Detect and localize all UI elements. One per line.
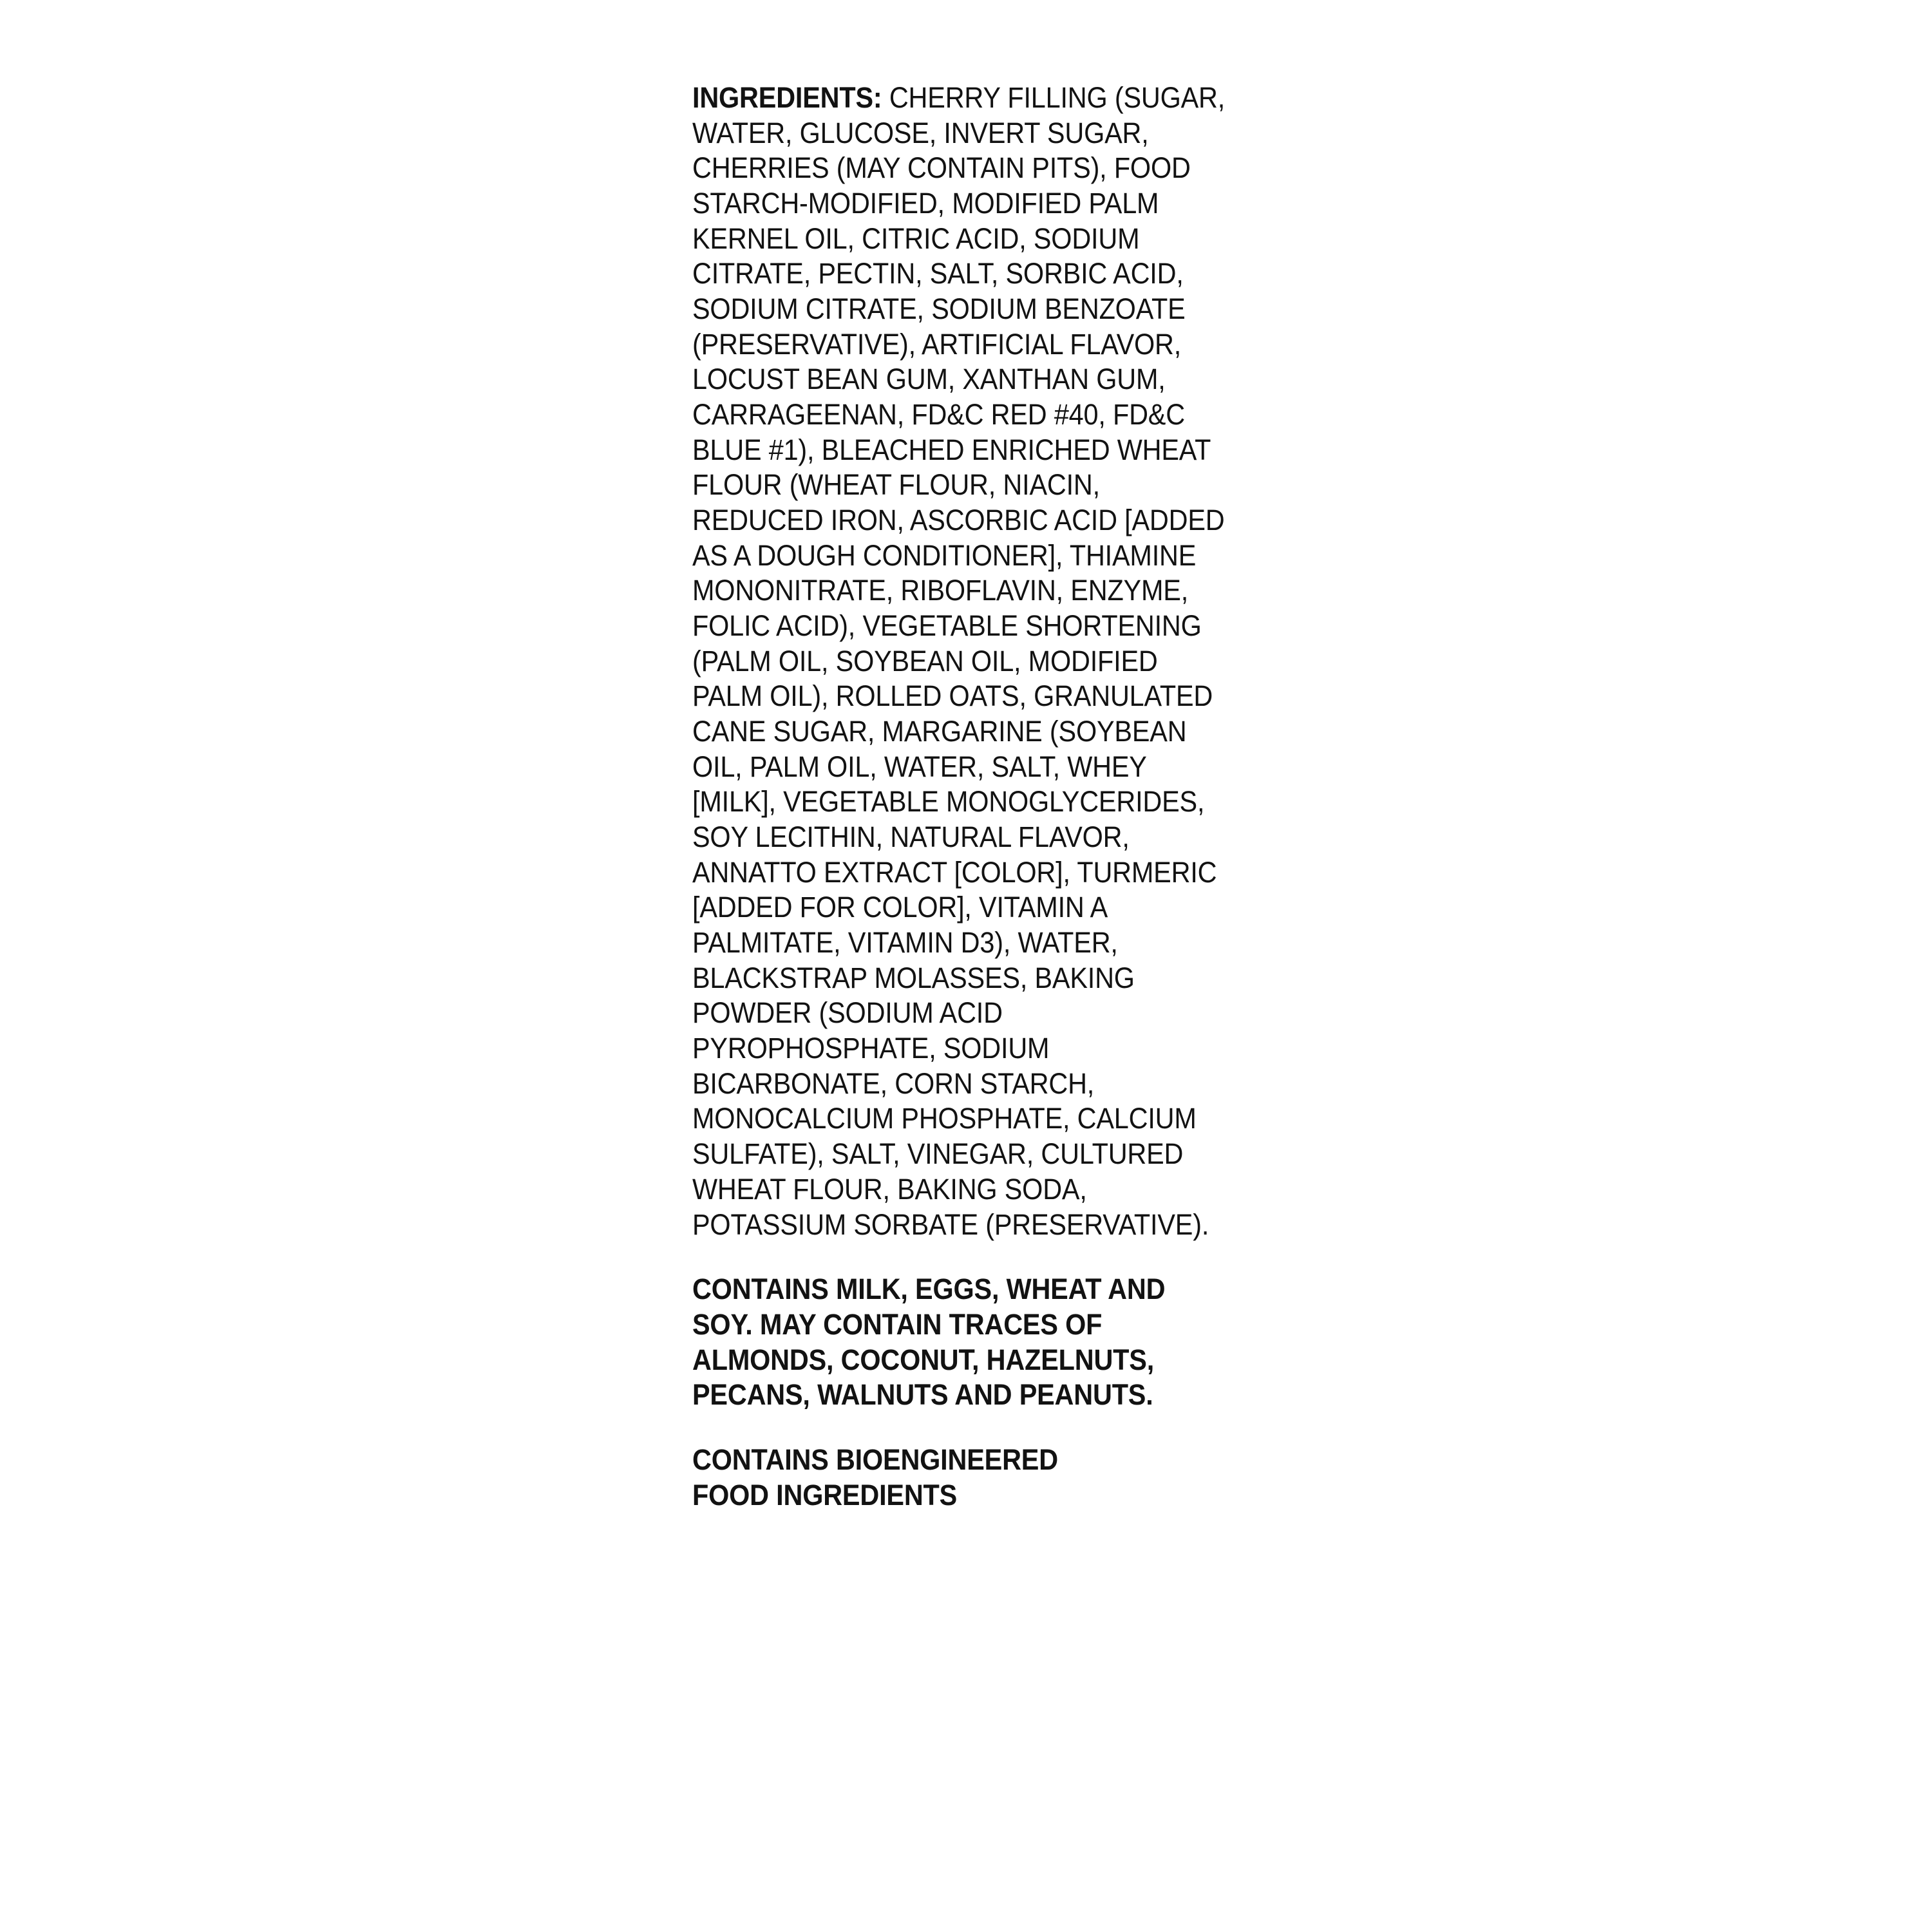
allergen-statement: CONTAINS MILK, EGGS, WHEAT AND SOY. MAY CONTAIN TRACES OF ALMONDS, COCONUT, HAZELNUTS, PECANS, WALNUTS AND PEANUTS. — [692, 1273, 1166, 1412]
ingredients-heading: INGREDIENTS: — [692, 81, 882, 114]
bioengineered-statement: CONTAINS BIOENGINEERED FOOD INGREDIENTS — [692, 1443, 1058, 1511]
ingredients-text: CHERRY FILLING (SUGAR, WATER, GLUCOSE, INVERT SUGAR, CHERRIES (MAY CONTAIN PITS), FOOD STARCH-MODIFIED, MODIFIED PALM KERNEL OIL, CITRIC ACID, SODIUM CITRATE, PECTIN, SALT, SORBIC ACID, SODIUM CITRATE, SODIUM BENZOATE (PRESERVATIVE), ARTIFICIAL FLAVOR, LOCUST BEAN GUM, XANTHAN GUM, CARRAGEENAN, FD&C RED #40, FD&C BLUE #1), BLEACHED ENRICHED WHEAT FLOUR (WHEAT FLOUR, NIACIN, REDUCED IRON, ASCORBIC ACID [ADDED AS A DOUGH CONDITIONER], THIAMINE MONONITRATE, RIBOFLAVIN, ENZYME, FOLIC ACID), VEGETABLE SHORTENING (PALM OIL, SOYBEAN OIL, MODIFIED PALM OIL), ROLLED OATS, GRANULATED CANE SUGAR, MARGARINE (SOYBEAN OIL, PALM OIL, WATER, SALT, WHEY [MILK], VEGETABLE MONOGLYCERIDES, SOY LECITHIN, NATURAL FLAVOR, ANNATTO EXTRACT [COLOR], TURMERIC [ADDED FOR COLOR], VITAMIN A PALMITATE, VITAMIN D3), WATER, BLACKSTRAP MOLASSES, BAKING POWDER (SODIUM ACID PYROPHOSPHATE, SODIUM BICARBONATE, CORN STARCH, MONOCALCIUM PHOSPHATE, CALCIUM SULFATE), SALT, VINEGAR, CULTURED WHEAT FLOUR, BAKING SODA, POTASSIUM SORBATE (PRESERVATIVE). — [692, 81, 1226, 1241]
ingredients-paragraph — [692, 80, 1226, 1242]
nutrition-label-panel — [692, 52, 1272, 1542]
